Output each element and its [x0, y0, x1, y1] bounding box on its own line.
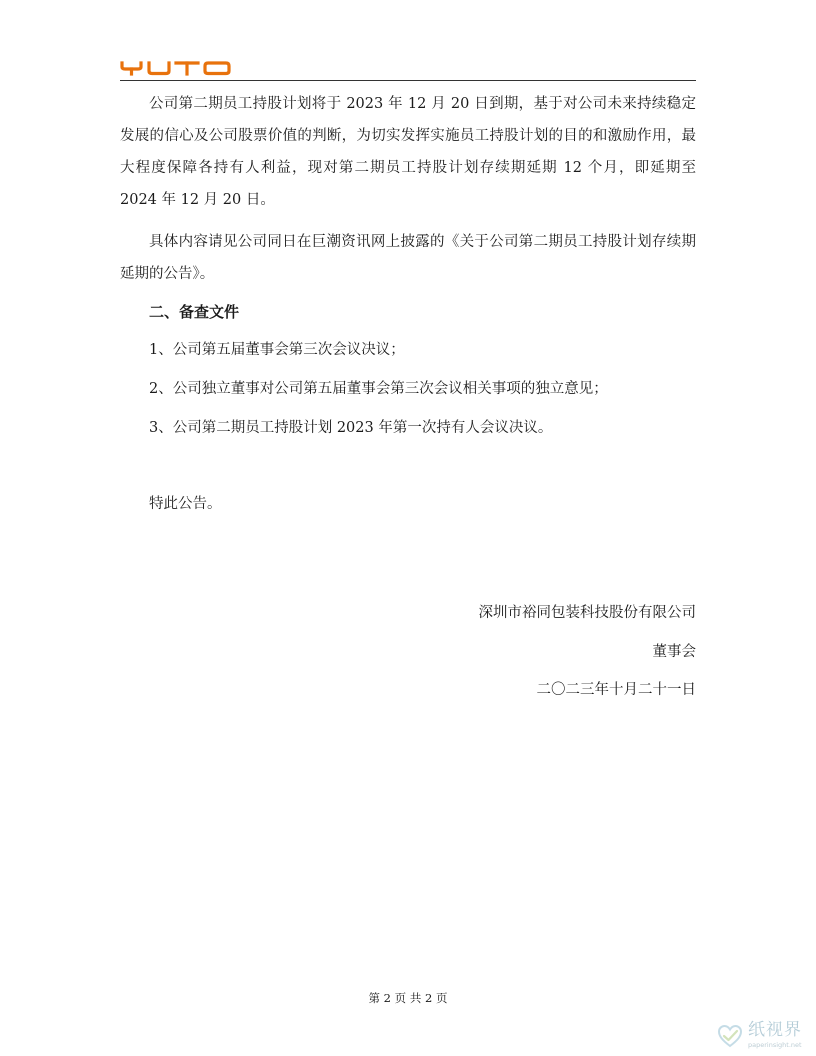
page-number: 第 2 页 共 2 页 — [368, 991, 448, 1005]
document-list-item: 3、公司第二期员工持股计划 2023 年第一次持有人会议决议。 — [149, 420, 553, 436]
section-title: 二、备查文件 — [149, 303, 240, 321]
watermark-url: paperinsight.net — [748, 1041, 802, 1049]
paragraph-reference: 具体内容请见公司同日在巨潮资讯网上披露的《关于公司第二期员工持股计划存续期延期的公告》。 — [120, 234, 696, 282]
paragraph-extension: 公司第二期员工持股计划将于 2023 年 12 月 20 日到期，基于对公司未来持续稳定发展的信心及公司股票价值的判断，为切实发挥实施员工持股计划的目的和激励作用，最大程度保障各持有人利益，现对第二期员工持股计划存续期延期 12 个月，即延期至 2024 年 12 月 20 日。 — [120, 96, 696, 208]
document-list-item: 1、公司第五届董事会第三次会议决议； — [149, 342, 405, 358]
watermark — [716, 1018, 811, 1054]
signature-company: 深圳市裕同包装科技股份有限公司 — [478, 605, 696, 621]
signature-date: 二〇二三年十月二十一日 — [536, 682, 696, 698]
document-list-item: 2、公司独立董事对公司第五届董事会第三次会议相关事项的独立意见； — [149, 381, 608, 397]
reference-paragraph — [120, 226, 696, 290]
paper-heart-icon — [716, 1022, 744, 1050]
page-header — [120, 58, 696, 81]
watermark-title: 纸视界 — [748, 1020, 802, 1040]
signature-board: 董事会 — [652, 644, 696, 660]
yuto-logo — [120, 60, 232, 76]
intro-paragraph — [120, 88, 696, 216]
closing-statement: 特此公告。 — [149, 496, 222, 512]
